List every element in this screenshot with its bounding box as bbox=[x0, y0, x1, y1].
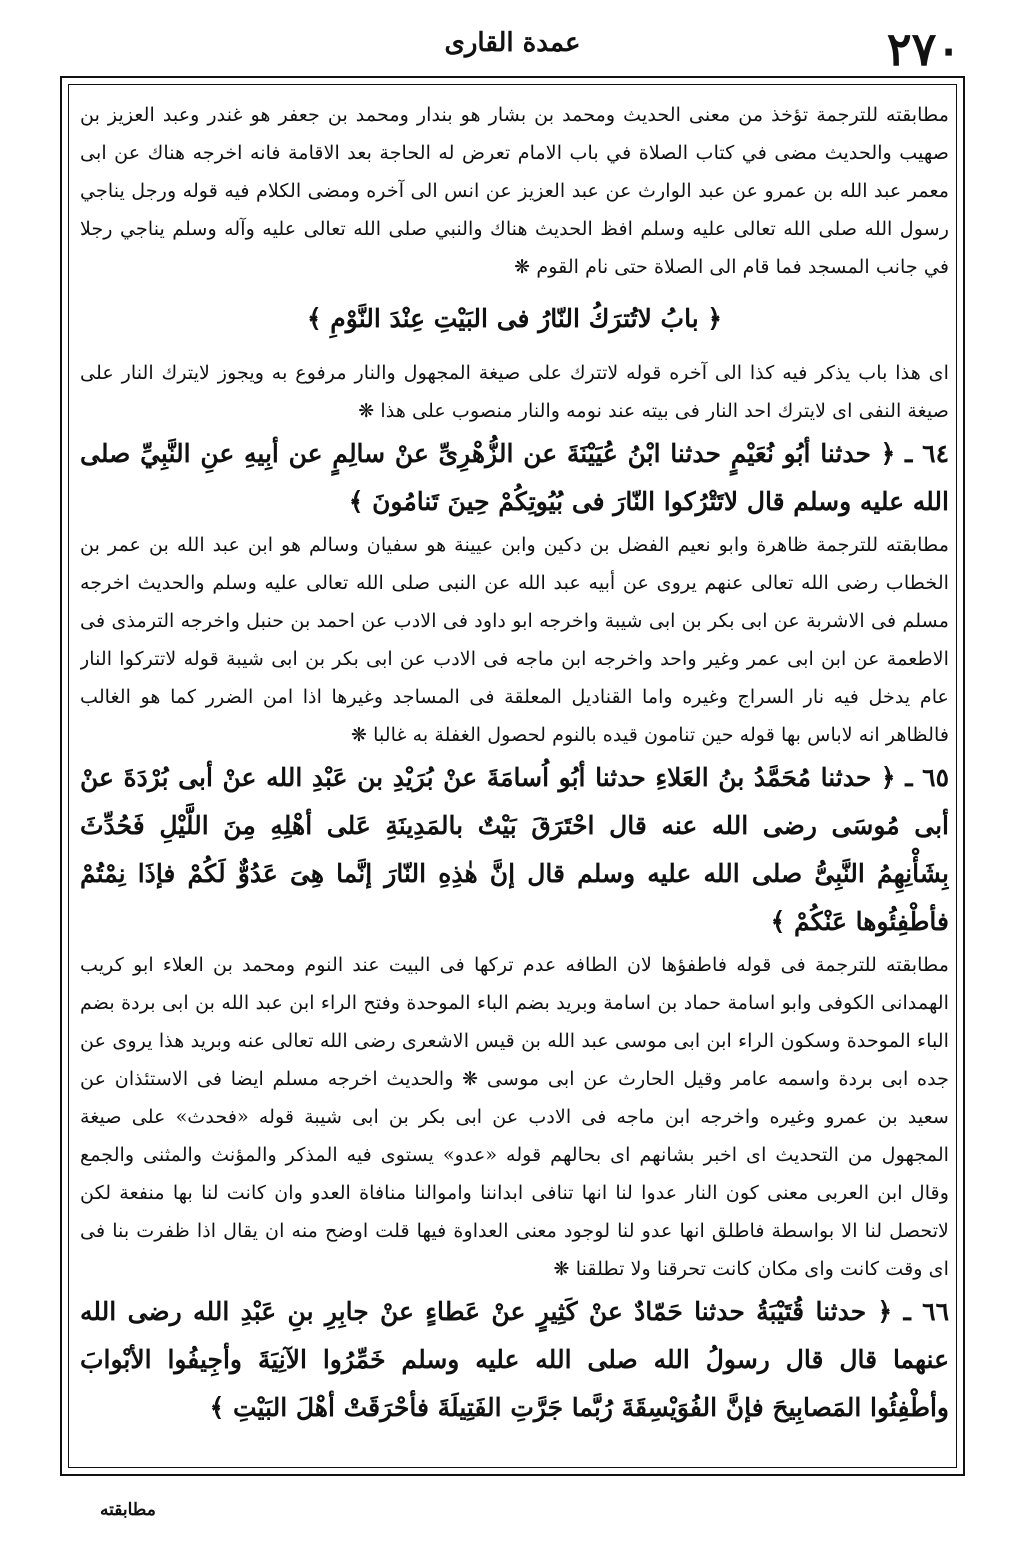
footer-catchword: مطابقته bbox=[100, 1500, 156, 1520]
commentary-paragraph: اى هذا باب يذكر فيه كذا الى آخره قوله لاتترك على صيغة المجهول والنار مرفوع به ويجوز لايترك النار على صيغة النفى اى لايترك احد النار فى بيته عند نومه والنار منصوب على هذا ❋ bbox=[80, 361, 949, 422]
hadith-66: ٦٦ ـ ﴿ حدثنا قُتَيْبَةُ حدثنا حَمّادٌ عنْ كَثِيرٍ عنْ عَطاءٍ عنْ جابِرِ بنِ عَبْدِ الله رضى الله عنهما قال قال رسولُ الله صلى الله عليه وسلم خَمِّرُوا الآنِيَةَ وأجِيفُوا الأبْوابَ وأطْفِئُوا المَصابِيحَ فإنَّ الفُوَيْسِقَةَ رُبَّما جَرَّتِ الفَتِيلَةَ فأحْرَقَتْ أهْلَ البَيْتِ ﴾ bbox=[80, 1297, 949, 1422]
commentary-paragraph: مطابقته للترجمة فى قوله فاطفؤها لان الطافه عدم تركها فى البيت عند النوم ومحمد بن العلاء ابو كريب الهمدانى الكوفى وابو اسامة حماد بن اسامة وبريد بضم الباء الموحدة وفتح الراء ابن عبد الله بن ابى بردة بضم الباء الموحدة وسكون الراء ابن ابى موسى عبد الله بن قيس الاشعرى رضى الله تعالى عنه وبريد هذا يروى عن جده ابى بردة واسمه عامر وقيل الحارث عن ابى موسى ❋ والحديث اخرجه مسلم ايضا فى الاستئذان عن سعيد بن عمرو وغيره واخرجه ابن ماجه فى الادب عن ابى بكر بن ابى شيبة قوله «فحدث» على صيغة المجهول من التحديث اى اخبر بشانهم اى بحالهم قوله «عدو» يستوى فيه المذكر والمؤنث والمثنى والجمع وقال ابن العربى معنى كون النار عدوا لنا انها تنافى ابداننا واموالنا منافاة العدو وان كانت لنا بها منفعة لكن لاتحصل لنا الا بواسطة فاطلق انها عدو لنا لوجود معنى العداوة فيها قلت اوضح منه ان يقال اذا ظفرت بنا فى اى وقت كانت واى مكان كانت تحرقنا ولا تطلقنا ❋ bbox=[80, 953, 949, 1280]
main-text bbox=[80, 96, 949, 1464]
page-header bbox=[60, 20, 965, 76]
page-number: ٢٧٠ bbox=[886, 22, 961, 76]
page-frame bbox=[60, 76, 965, 1476]
chapter-heading: ﴿ بابُ لاتُترَكُ النّارُ فى البَيْتِ عِنْدَ النَّوْمِ ﴾ bbox=[306, 304, 723, 333]
commentary-paragraph: مطابقته للترجمة ظاهرة وابو نعيم الفضل بن دكين وابن عيينة هو سفيان وسالم هو ابن عبد الله بن عمر بن الخطاب رضى الله تعالى عنهم يروى عن أبيه عبد الله عن النبى صلى الله تعالى عليه وسلم والحديث اخرجه مسلم فى الاشربة عن ابى بكر بن ابى شيبة واخرجه ابو داود فى الادب عن احمد بن حنبل واخرجه الترمذى فى الاطعمة عن ابن ابى عمر وغير واحد واخرجه ابن ماجه فى الادب عن ابى بكر بن ابى شيبة قوله لاتتركوا النار عام يدخل فيه نار السراج وغيره واما القناديل المعلقة فى المساجد وغيرها اذا امن الضرر كما هو الغالب فالظاهر انه لاباس بها قوله حين تنامون قيده بالنوم لحصول الغفلة به غالبا ❋ bbox=[80, 533, 949, 746]
hadith-65: ٦٥ ـ ﴿ حدثنا مُحَمَّدُ بنُ العَلاءِ حدثنا أبُو اُسامَةَ عنْ بُرَيْدِ بن عَبْدِ الله عنْ أبى بُرْدَةَ عنْ أبى مُوسَى رضى الله عنه قال احْتَرَقَ بَيْتٌ بالمَدِينَةِ عَلى أهْلِهِ مِنَ اللَّيْلِ فَحُدِّثَ بِشَأْنِهِمُ النَّبِىُّ صلى الله عليه وسلم قال إنَّ هٰذِهِ النّارَ إنَّما هِىَ عَدُوٌّ لَكُمْ فإذَا نِمْتُمْ فأطْفِئُوها عَنْكُمْ ﴾ bbox=[80, 763, 949, 936]
hadith-64: ٦٤ ـ ﴿ حدثنا أبُو نُعَيْمٍ حدثنا ابْنُ عُيَيْنَةَ عن الزُّهْرِىِّ عنْ سالِمٍ عن أبِيهِ عنِ النَّبِيِّ صلى الله عليه وسلم قال لاتَتْرُكوا النّارَ فى بُيُوتِكُمْ حِينَ تَنامُونَ ﴾ bbox=[80, 439, 949, 516]
commentary-paragraph: مطابقته للترجمة تؤخذ من معنى الحديث ومحمد بن بشار هو بندار ومحمد بن جعفر هو غندر وعبد العزيز بن صهيب والحديث مضى في كتاب الصلاة في باب الامام تعرض له الحاجة بعد الاقامة فانه اخرجه هناك عن ابى معمر عبد الله بن عمرو عن عبد الوارث عن عبد العزيز عن انس الى آخره ومضى الكلام فيه قوله ورجل يناجي رسول الله صلى الله تعالى عليه وسلم افظ الحديث هناك والنبي صلى الله تعالى عليه وآله وسلم يناجي رجلا في جانب المسجد فما قام الى الصلاة حتى نام القوم ❋ bbox=[80, 103, 949, 278]
running-title: عمدة القارى bbox=[444, 28, 581, 58]
